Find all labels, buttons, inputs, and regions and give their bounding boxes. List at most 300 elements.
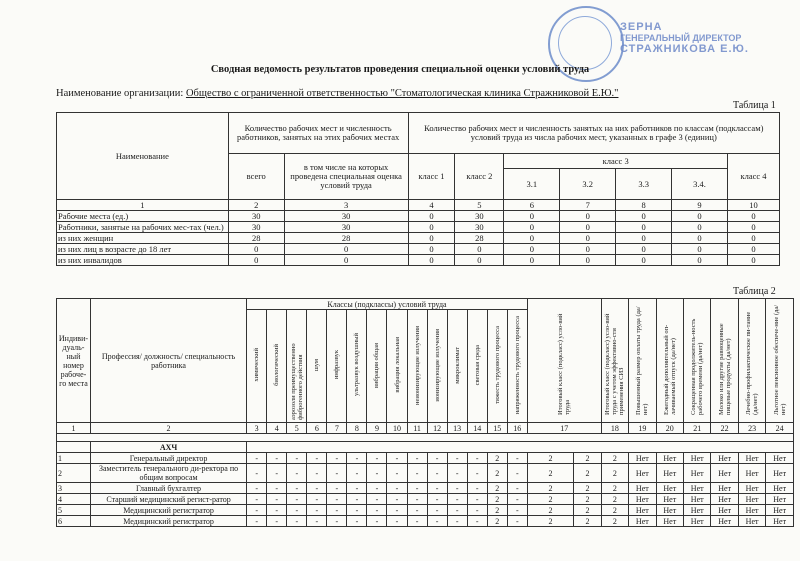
t2-h-final: Итоговый класс (подкласс) усло-вий труда xyxy=(527,299,601,423)
t2-num: 22 xyxy=(711,423,738,434)
t1-row-label: из них лиц в возрасте до 18 лет xyxy=(57,244,229,255)
t1-body xyxy=(57,211,780,266)
t2-row-profession: Заместитель генерального ди-ректора по общим вопросам xyxy=(90,464,246,483)
t1-h-class1: класс 1 xyxy=(408,154,455,200)
t2-num: 1 xyxy=(57,423,91,434)
t2-factor-header: вибрация общая xyxy=(367,310,387,423)
t2-factor-cell: - xyxy=(467,464,487,483)
t2-row-profession: Медицинский регистратор xyxy=(90,516,246,527)
t2-factor-header: вибрация локальная xyxy=(387,310,407,423)
t1-row-label: из них инвалидов xyxy=(57,255,229,266)
t2-factor-cell: - xyxy=(307,464,327,483)
t1-cell: 0 xyxy=(728,211,780,222)
t2-section-label: АХЧ xyxy=(90,442,246,453)
t1-h-name: Наименование xyxy=(57,113,229,200)
t2-factor-cell: - xyxy=(387,494,407,505)
t2-result-cell: Нет xyxy=(766,483,794,494)
t2-result-cell: 2 xyxy=(527,516,573,527)
t2-result-cell: 2 xyxy=(574,483,601,494)
t2-result-cell: 2 xyxy=(601,516,628,527)
t1-cell: 0 xyxy=(504,211,560,222)
t2-h-food: Лечебно-профилактическое пи-тание (да/нет) xyxy=(738,299,765,423)
t2-factor-cell: - xyxy=(387,464,407,483)
t2-factor-cell: - xyxy=(427,453,447,464)
t2-factor-header: ультразвук воздушный xyxy=(347,310,367,423)
t2-factor-header: напряженность трудового процесса xyxy=(507,310,527,423)
t2-factor-header: световая среда xyxy=(467,310,487,423)
t1-cell: 0 xyxy=(504,244,560,255)
t2-factor-cell: - xyxy=(507,516,527,527)
t1-cell: 30 xyxy=(284,211,408,222)
t2-result-cell: 2 xyxy=(601,464,628,483)
t2-num: 10 xyxy=(387,423,407,434)
t2-factor-cell: - xyxy=(447,464,467,483)
t2-factor-cell: - xyxy=(507,505,527,516)
t2-h-pension: Льготное пенсионное обеспече-ние (да/нет) xyxy=(766,299,794,423)
t2-result-cell: Нет xyxy=(656,494,683,505)
t2-num: 3 xyxy=(247,423,267,434)
t2-result-cell: Нет xyxy=(711,516,738,527)
t1-row xyxy=(57,255,780,266)
t2-result-cell: Нет xyxy=(711,483,738,494)
t2-result-cell: 2 xyxy=(601,483,628,494)
t2-factor-cell: - xyxy=(327,505,347,516)
t2-row-id: 2 xyxy=(57,464,91,483)
t1-cell: 0 xyxy=(616,255,672,266)
t2-factor-cell: - xyxy=(247,494,267,505)
t2-result-cell: 2 xyxy=(574,505,601,516)
t2-factor-cell: - xyxy=(347,453,367,464)
t2-result-cell: 2 xyxy=(601,453,628,464)
t2-result-cell: Нет xyxy=(684,453,711,464)
t2-factor-cell: 2 xyxy=(487,505,507,516)
t1-cell: 0 xyxy=(672,255,728,266)
t1-num: 1 xyxy=(57,200,229,211)
t2-factor-cell: - xyxy=(307,505,327,516)
t2-factor-cell: - xyxy=(267,453,287,464)
t2-row xyxy=(57,494,794,505)
t1-num: 6 xyxy=(504,200,560,211)
t2-num: 17 xyxy=(527,423,601,434)
t2-factor-cell: 2 xyxy=(487,516,507,527)
t2-result-cell: Нет xyxy=(629,516,656,527)
t2-factor-cell: - xyxy=(287,494,307,505)
t1-cell: 0 xyxy=(284,244,408,255)
t2-h-milk: Молоко или другие равноценные пищевые продукты (да/нет) xyxy=(711,299,738,423)
t2-num: 15 xyxy=(487,423,507,434)
t2-row-profession: Главный бухгалтер xyxy=(90,483,246,494)
t2-result-cell: Нет xyxy=(766,453,794,464)
workplace-table xyxy=(56,298,794,527)
t2-factor-cell: - xyxy=(427,494,447,505)
t2-factor-cell: - xyxy=(387,453,407,464)
t2-result-cell: Нет xyxy=(629,464,656,483)
t2-h-vacation: Ежегодный дополнительный оп-лачиваемый отпуск (да/нет) xyxy=(656,299,683,423)
t2-section-row xyxy=(57,442,794,453)
t2-factor-cell: - xyxy=(507,464,527,483)
t1-h-total: всего xyxy=(228,154,284,200)
t2-factor-header: инфразвук xyxy=(327,310,347,423)
t2-row xyxy=(57,483,794,494)
t2-factor-cell: - xyxy=(327,494,347,505)
t2-factor-cell: - xyxy=(367,483,387,494)
t2-factor-cell: - xyxy=(347,483,367,494)
t2-factor-cell: - xyxy=(287,453,307,464)
t2-factor-header: ионизирующие излучения xyxy=(427,310,447,423)
t2-factor-cell: - xyxy=(367,464,387,483)
t2-factor-cell: - xyxy=(467,516,487,527)
t2-h-classes: Классы (подклассы) условий труда xyxy=(247,299,528,310)
t1-cell: 0 xyxy=(728,244,780,255)
t2-factor-cell: - xyxy=(247,505,267,516)
t2-factor-cell: - xyxy=(347,464,367,483)
t2-result-cell: Нет xyxy=(766,494,794,505)
t2-result-cell: 2 xyxy=(574,494,601,505)
t2-result-cell: Нет xyxy=(684,494,711,505)
t2-h-profession: Профессия/ должность/ специальность работника xyxy=(90,299,246,423)
t1-h-3-4: 3.4. xyxy=(672,169,728,200)
t2-factor-cell: - xyxy=(327,516,347,527)
t2-factor-cell: - xyxy=(407,464,427,483)
t2-factor-cell: - xyxy=(247,483,267,494)
t1-cell: 0 xyxy=(560,255,616,266)
t2-factor-cell: - xyxy=(427,483,447,494)
stamp-line-4: СТРАЖНИКОВА Е.Ю. xyxy=(620,43,749,55)
stamp-line-2: ЗЕРНА xyxy=(620,21,663,33)
t1-num: 10 xyxy=(728,200,780,211)
t1-cell: 28 xyxy=(455,233,504,244)
t2-factor-header: микроклимат xyxy=(447,310,467,423)
t2-result-cell: Нет xyxy=(629,483,656,494)
t1-row xyxy=(57,244,780,255)
t2-result-cell: Нет xyxy=(766,505,794,516)
t2-result-cell: 2 xyxy=(527,453,573,464)
t2-row xyxy=(57,516,794,527)
t1-num: 3 xyxy=(284,200,408,211)
t2-result-cell: Нет xyxy=(738,464,765,483)
t1-cell: 0 xyxy=(455,244,504,255)
t2-factor-cell: - xyxy=(327,464,347,483)
t2-factor-header: биологический xyxy=(267,310,287,423)
t2-result-cell: Нет xyxy=(684,464,711,483)
t2-result-cell: 2 xyxy=(601,505,628,516)
t2-factor-cell: - xyxy=(247,464,267,483)
t1-cell: 0 xyxy=(560,233,616,244)
t2-row-id: 1 xyxy=(57,453,91,464)
t1-cell: 0 xyxy=(560,211,616,222)
t1-num: 8 xyxy=(616,200,672,211)
t1-cell: 0 xyxy=(616,233,672,244)
t2-num: 24 xyxy=(766,423,794,434)
t1-cell: 0 xyxy=(616,222,672,233)
t2-row-id: 5 xyxy=(57,505,91,516)
t2-result-cell: Нет xyxy=(711,505,738,516)
t2-factor-cell: - xyxy=(507,494,527,505)
t1-cell: 0 xyxy=(672,233,728,244)
t2-row-profession: Медицинский регистратор xyxy=(90,505,246,516)
t2-factor-cell: - xyxy=(327,453,347,464)
t1-h-classes: Количество рабочих мест и численность занятых на них работников по классам (подклассам) условий труда из числа рабочих мест, указанных в графе 3 (единиц) xyxy=(408,113,780,154)
t1-cell: 0 xyxy=(728,255,780,266)
t2-number-row xyxy=(57,423,794,434)
t1-row xyxy=(57,222,780,233)
t1-row xyxy=(57,233,780,244)
signature-stamp-text xyxy=(620,22,749,55)
t1-row-label: Рабочие места (ед.) xyxy=(57,211,229,222)
t2-factor-cell: - xyxy=(287,505,307,516)
summary-table xyxy=(56,112,780,266)
t2-factor-cell: - xyxy=(267,516,287,527)
t1-cell: 0 xyxy=(728,233,780,244)
t2-body xyxy=(57,453,794,527)
t2-factor-cell: - xyxy=(427,505,447,516)
t2-factor-cell: - xyxy=(407,453,427,464)
t1-cell: 0 xyxy=(408,222,455,233)
t2-factor-cell: - xyxy=(467,483,487,494)
t2-result-cell: 2 xyxy=(527,494,573,505)
t2-factor-cell: - xyxy=(407,505,427,516)
t2-row-profession: Генеральный директор xyxy=(90,453,246,464)
t2-result-cell: Нет xyxy=(738,516,765,527)
t2-factor-cell: 2 xyxy=(487,494,507,505)
t1-num: 4 xyxy=(408,200,455,211)
t2-factor-cell: - xyxy=(407,494,427,505)
organization-line xyxy=(56,88,618,99)
t2-result-cell: Нет xyxy=(656,505,683,516)
t1-cell: 30 xyxy=(455,211,504,222)
t2-num: 7 xyxy=(327,423,347,434)
t2-factor-cell: - xyxy=(327,483,347,494)
t1-cell: 0 xyxy=(284,255,408,266)
t1-cell: 0 xyxy=(504,222,560,233)
t2-factor-cell: - xyxy=(387,505,407,516)
t2-h-pay: Повышенный размер оплаты труда (да/нет) xyxy=(629,299,656,423)
t1-cell: 30 xyxy=(455,222,504,233)
t1-cell: 0 xyxy=(616,244,672,255)
t2-row-id: 3 xyxy=(57,483,91,494)
t1-number-row xyxy=(57,200,780,211)
t2-row-id: 4 xyxy=(57,494,91,505)
t2-factor-cell: - xyxy=(507,453,527,464)
t1-h-class3: класс 3 xyxy=(504,154,728,169)
t2-num: 9 xyxy=(367,423,387,434)
t2-result-cell: Нет xyxy=(656,483,683,494)
t2-num: 11 xyxy=(407,423,427,434)
t2-factor-cell: - xyxy=(347,516,367,527)
t2-factor-cell: - xyxy=(287,483,307,494)
t2-h-hours: Сокращенная продолжитель-ность рабочего времени (да/нет) xyxy=(684,299,711,423)
t1-cell: 0 xyxy=(672,244,728,255)
t2-num: 19 xyxy=(629,423,656,434)
t1-cell: 0 xyxy=(228,255,284,266)
t2-factor-cell: - xyxy=(367,453,387,464)
t2-result-cell: Нет xyxy=(629,453,656,464)
t2-result-cell: Нет xyxy=(738,453,765,464)
t1-cell: 0 xyxy=(408,233,455,244)
t1-cell: 0 xyxy=(616,211,672,222)
stamp-line-3: ГЕНЕРАЛЬНЫЙ ДИРЕКТОР xyxy=(620,33,742,43)
table2-caption: Таблица 2 xyxy=(733,286,776,297)
t2-result-cell: Нет xyxy=(711,494,738,505)
organization-label: Наименование организации: xyxy=(56,88,184,99)
t1-cell: 0 xyxy=(455,255,504,266)
t2-num: 16 xyxy=(507,423,527,434)
t2-factor-cell: - xyxy=(467,505,487,516)
t2-num: 2 xyxy=(90,423,246,434)
t1-h-class2: класс 2 xyxy=(455,154,504,200)
stamp-inner-ring xyxy=(558,16,612,70)
t2-result-cell: Нет xyxy=(656,453,683,464)
t1-num: 7 xyxy=(560,200,616,211)
t2-row-profession: Старший медицинский регист-ратор xyxy=(90,494,246,505)
t2-factor-cell: - xyxy=(447,453,467,464)
t2-result-cell: Нет xyxy=(766,516,794,527)
t2-result-cell: Нет xyxy=(684,505,711,516)
t2-num: 12 xyxy=(427,423,447,434)
t1-h-3-2: 3.2 xyxy=(560,169,616,200)
t1-cell: 30 xyxy=(284,222,408,233)
t2-factor-cell: - xyxy=(267,464,287,483)
t2-result-cell: 2 xyxy=(574,453,601,464)
t1-cell: 0 xyxy=(504,255,560,266)
t2-factor-cell: - xyxy=(307,483,327,494)
t2-result-cell: Нет xyxy=(684,483,711,494)
t2-factor-cell: - xyxy=(427,464,447,483)
t1-h-count: Количество рабочих мест и численность работников, занятых на этих рабочих местах xyxy=(228,113,408,154)
t2-factor-cell: - xyxy=(287,516,307,527)
t2-factor-cell: - xyxy=(467,494,487,505)
t1-cell: 0 xyxy=(408,244,455,255)
t2-factor-header: тяжесть трудового процесса xyxy=(487,310,507,423)
t2-num: 23 xyxy=(738,423,765,434)
t2-factor-cell: - xyxy=(307,494,327,505)
t1-cell: 0 xyxy=(408,211,455,222)
t2-factor-cell: - xyxy=(287,464,307,483)
t2-factor-cell: - xyxy=(407,483,427,494)
t2-num: 4 xyxy=(267,423,287,434)
t2-result-cell: Нет xyxy=(684,516,711,527)
t2-result-cell: Нет xyxy=(656,464,683,483)
t1-cell: 30 xyxy=(228,211,284,222)
t2-h-id: Индиви-дуаль-ный номер рабоче-го места xyxy=(57,299,91,423)
t2-row xyxy=(57,505,794,516)
t2-num: 13 xyxy=(447,423,467,434)
t2-factor-cell: - xyxy=(447,483,467,494)
t1-cell: 30 xyxy=(228,222,284,233)
t2-result-cell: Нет xyxy=(629,494,656,505)
t1-h-3-1: 3.1 xyxy=(504,169,560,200)
t1-cell: 28 xyxy=(228,233,284,244)
t2-num: 6 xyxy=(307,423,327,434)
t2-result-cell: 2 xyxy=(601,494,628,505)
t1-cell: 0 xyxy=(672,211,728,222)
t1-h-3-3: 3.3 xyxy=(616,169,672,200)
t2-factor-cell: - xyxy=(447,494,467,505)
t2-factor-cell: - xyxy=(367,516,387,527)
t2-result-cell: 2 xyxy=(574,516,601,527)
t2-factor-header: химический xyxy=(247,310,267,423)
t2-factor-header: аэрозоли преимущественно фиброгенного действия xyxy=(287,310,307,423)
t1-cell: 0 xyxy=(728,222,780,233)
t2-factor-cell: - xyxy=(387,483,407,494)
t2-num: 18 xyxy=(601,423,628,434)
t2-num: 21 xyxy=(684,423,711,434)
t1-cell: 28 xyxy=(284,233,408,244)
t2-factor-header: неионизирующие излучения xyxy=(407,310,427,423)
t2-result-cell: Нет xyxy=(738,483,765,494)
organization-name: Общество с ограниченной ответственностью "Стоматологическая клиника Стражниковой Е.Ю." xyxy=(185,88,619,99)
t2-factor-cell: - xyxy=(267,505,287,516)
t2-num: 14 xyxy=(467,423,487,434)
t2-factor-cell: - xyxy=(367,505,387,516)
t2-factor-cell: - xyxy=(367,494,387,505)
t2-factor-header: шум xyxy=(307,310,327,423)
t1-row-label: Работники, занятые на рабочих мес-тах (чел.) xyxy=(57,222,229,233)
t2-factor-cell: - xyxy=(247,453,267,464)
t1-row xyxy=(57,211,780,222)
t2-num: 20 xyxy=(656,423,683,434)
t2-result-cell: Нет xyxy=(629,505,656,516)
document-title: Сводная ведомость результатов проведения специальной оценки условий труда xyxy=(210,64,590,75)
t2-result-cell: 2 xyxy=(527,464,573,483)
t2-factor-cell: - xyxy=(267,494,287,505)
t2-factor-cell: - xyxy=(447,516,467,527)
t2-num: 5 xyxy=(287,423,307,434)
t2-factor-cell: - xyxy=(347,505,367,516)
t2-result-cell: Нет xyxy=(738,505,765,516)
t2-row-id: 6 xyxy=(57,516,91,527)
t2-result-cell: Нет xyxy=(711,453,738,464)
t2-factor-cell: 2 xyxy=(487,453,507,464)
t1-cell: 0 xyxy=(672,222,728,233)
t1-cell: 0 xyxy=(228,244,284,255)
t2-factor-cell: - xyxy=(307,453,327,464)
t2-factor-cell: - xyxy=(247,516,267,527)
t2-num: 8 xyxy=(347,423,367,434)
t2-factor-cell: - xyxy=(347,494,367,505)
t2-result-cell: Нет xyxy=(656,516,683,527)
t2-empty-row xyxy=(57,434,794,442)
t2-result-cell: Нет xyxy=(766,464,794,483)
t2-factor-cell: - xyxy=(467,453,487,464)
t1-cell: 0 xyxy=(408,255,455,266)
t2-result-cell: Нет xyxy=(711,464,738,483)
t1-num: 9 xyxy=(672,200,728,211)
t2-factor-cell: - xyxy=(387,516,407,527)
t1-cell: 0 xyxy=(504,233,560,244)
t2-result-cell: 2 xyxy=(574,464,601,483)
t1-cell: 0 xyxy=(560,222,616,233)
t2-factor-cell: - xyxy=(407,516,427,527)
t2-row xyxy=(57,464,794,483)
t2-result-cell: 2 xyxy=(527,505,573,516)
t2-factor-cell: - xyxy=(507,483,527,494)
t2-factor-cell: - xyxy=(307,516,327,527)
t2-result-cell: Нет xyxy=(738,494,765,505)
t2-factor-cell: 2 xyxy=(487,483,507,494)
t2-factor-cell: 2 xyxy=(487,464,507,483)
t1-num: 5 xyxy=(455,200,504,211)
t1-row-label: из них женщин xyxy=(57,233,229,244)
t2-factor-cell: - xyxy=(447,505,467,516)
t2-result-cell: 2 xyxy=(527,483,573,494)
t1-h-class4: класс 4 xyxy=(728,154,780,200)
t2-factor-cell: - xyxy=(267,483,287,494)
t2-row xyxy=(57,453,794,464)
t2-factor-cell: - xyxy=(427,516,447,527)
t1-num: 2 xyxy=(228,200,284,211)
table1-caption: Таблица 1 xyxy=(733,100,776,111)
